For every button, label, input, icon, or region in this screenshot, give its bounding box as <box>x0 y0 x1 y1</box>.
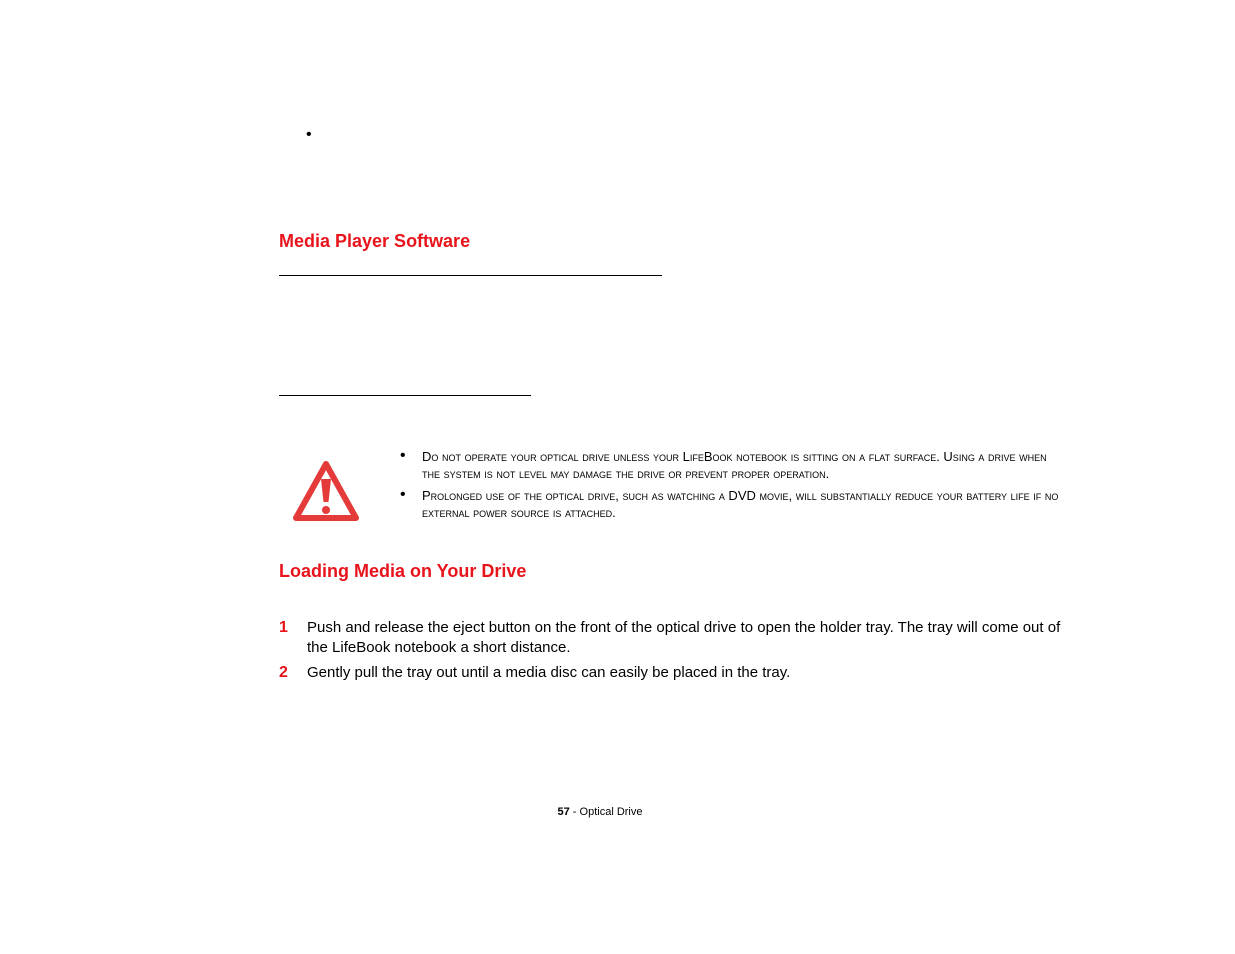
top-bullet: • <box>306 126 312 143</box>
caution-item <box>400 448 1060 482</box>
bullet: • <box>400 447 406 464</box>
footer-label: - Optical Drive <box>569 806 643 818</box>
caution-text: Prolonged use of the optical drive, such as watching a DVD movie, will substantially reduce your battery life if no external power source is attached. <box>422 488 1059 520</box>
step-text: Push and release the eject button on the front of the optical drive to open the holder tray. The tray will come out of the LifeBook notebook a short distance. <box>307 619 1061 656</box>
caution-list <box>400 448 1060 526</box>
step-number: 1 <box>279 619 288 636</box>
divider-rule <box>279 275 662 276</box>
step-item <box>279 663 1069 683</box>
caution-text: Do not operate your optical drive unless your LifeBook notebook is sitting on a flat surface. Using a drive when the system is not level may damage the drive or prevent proper operation. <box>422 449 1047 481</box>
page-footer <box>0 806 1200 818</box>
section-title-loading-media: Loading Media on Your Drive <box>279 561 527 581</box>
caution-item <box>400 487 1060 521</box>
page-number: 57 <box>557 806 570 818</box>
warning-triangle-icon <box>292 460 360 522</box>
divider-rule <box>279 395 531 396</box>
steps-list <box>279 618 1069 688</box>
step-text: Gently pull the tray out until a media disc can easily be placed in the tray. <box>307 664 791 681</box>
section-title-media-player: Media Player Software <box>279 231 471 251</box>
step-item <box>279 618 1069 658</box>
step-number: 2 <box>279 664 288 681</box>
bullet: • <box>400 486 406 503</box>
